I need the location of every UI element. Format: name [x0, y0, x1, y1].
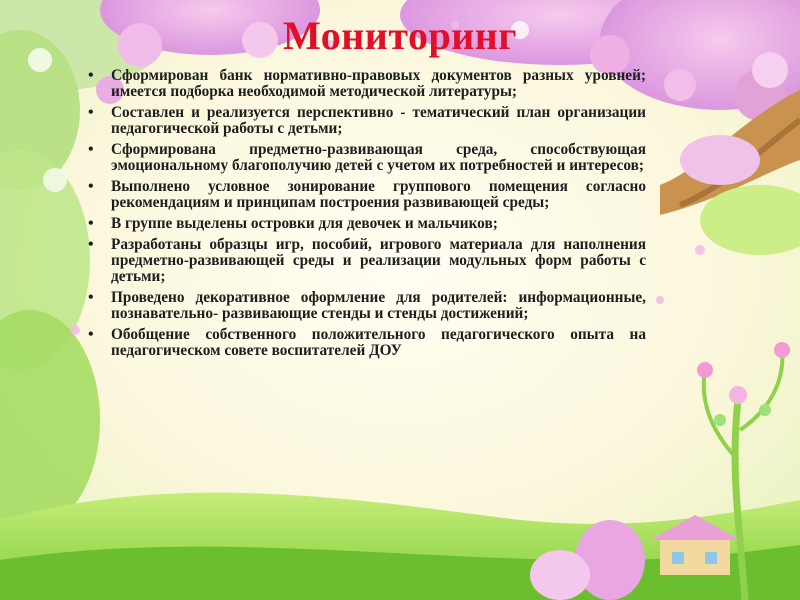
- bullet-item: • Составлен и реализуется перспективно - тематический план организации педагогической работы с детьми;: [86, 105, 646, 137]
- bullet-item: • Сформирован банк нормативно-правовых документов разных уровней; имеется подборка необходимой методической литературы;: [86, 68, 646, 100]
- bullet-list-container: [86, 68, 646, 364]
- slide-title: Мониторинг: [283, 13, 517, 58]
- bullet-item: • В группе выделены островки для девочек и мальчиков;: [86, 216, 646, 232]
- bullet-item: • Разработаны образцы игр, пособий, игрового материала для наполнения предметно-развивающей среды и реализации модульных форм работы с детьми;: [86, 237, 646, 285]
- bullet-item: • Проведено декоративное оформление для родителей: информационные, познавательно- развивающие стенды и стенды достижений;: [86, 290, 646, 322]
- bullet-item: • Обобщение собственного положительного педагогического опыта на педагогическом совете воспитателей ДОУ: [86, 327, 646, 359]
- bullet-list: [86, 68, 646, 359]
- bullet-item: • Сформирована предметно-развивающая среда, способствующая эмоциональному благополучию детей с учетом их потребностей и интересов;: [86, 142, 646, 174]
- bullet-item: • Выполнено условное зонирование группового помещения согласно рекомендациям и принципам построения развивающей среды;: [86, 179, 646, 211]
